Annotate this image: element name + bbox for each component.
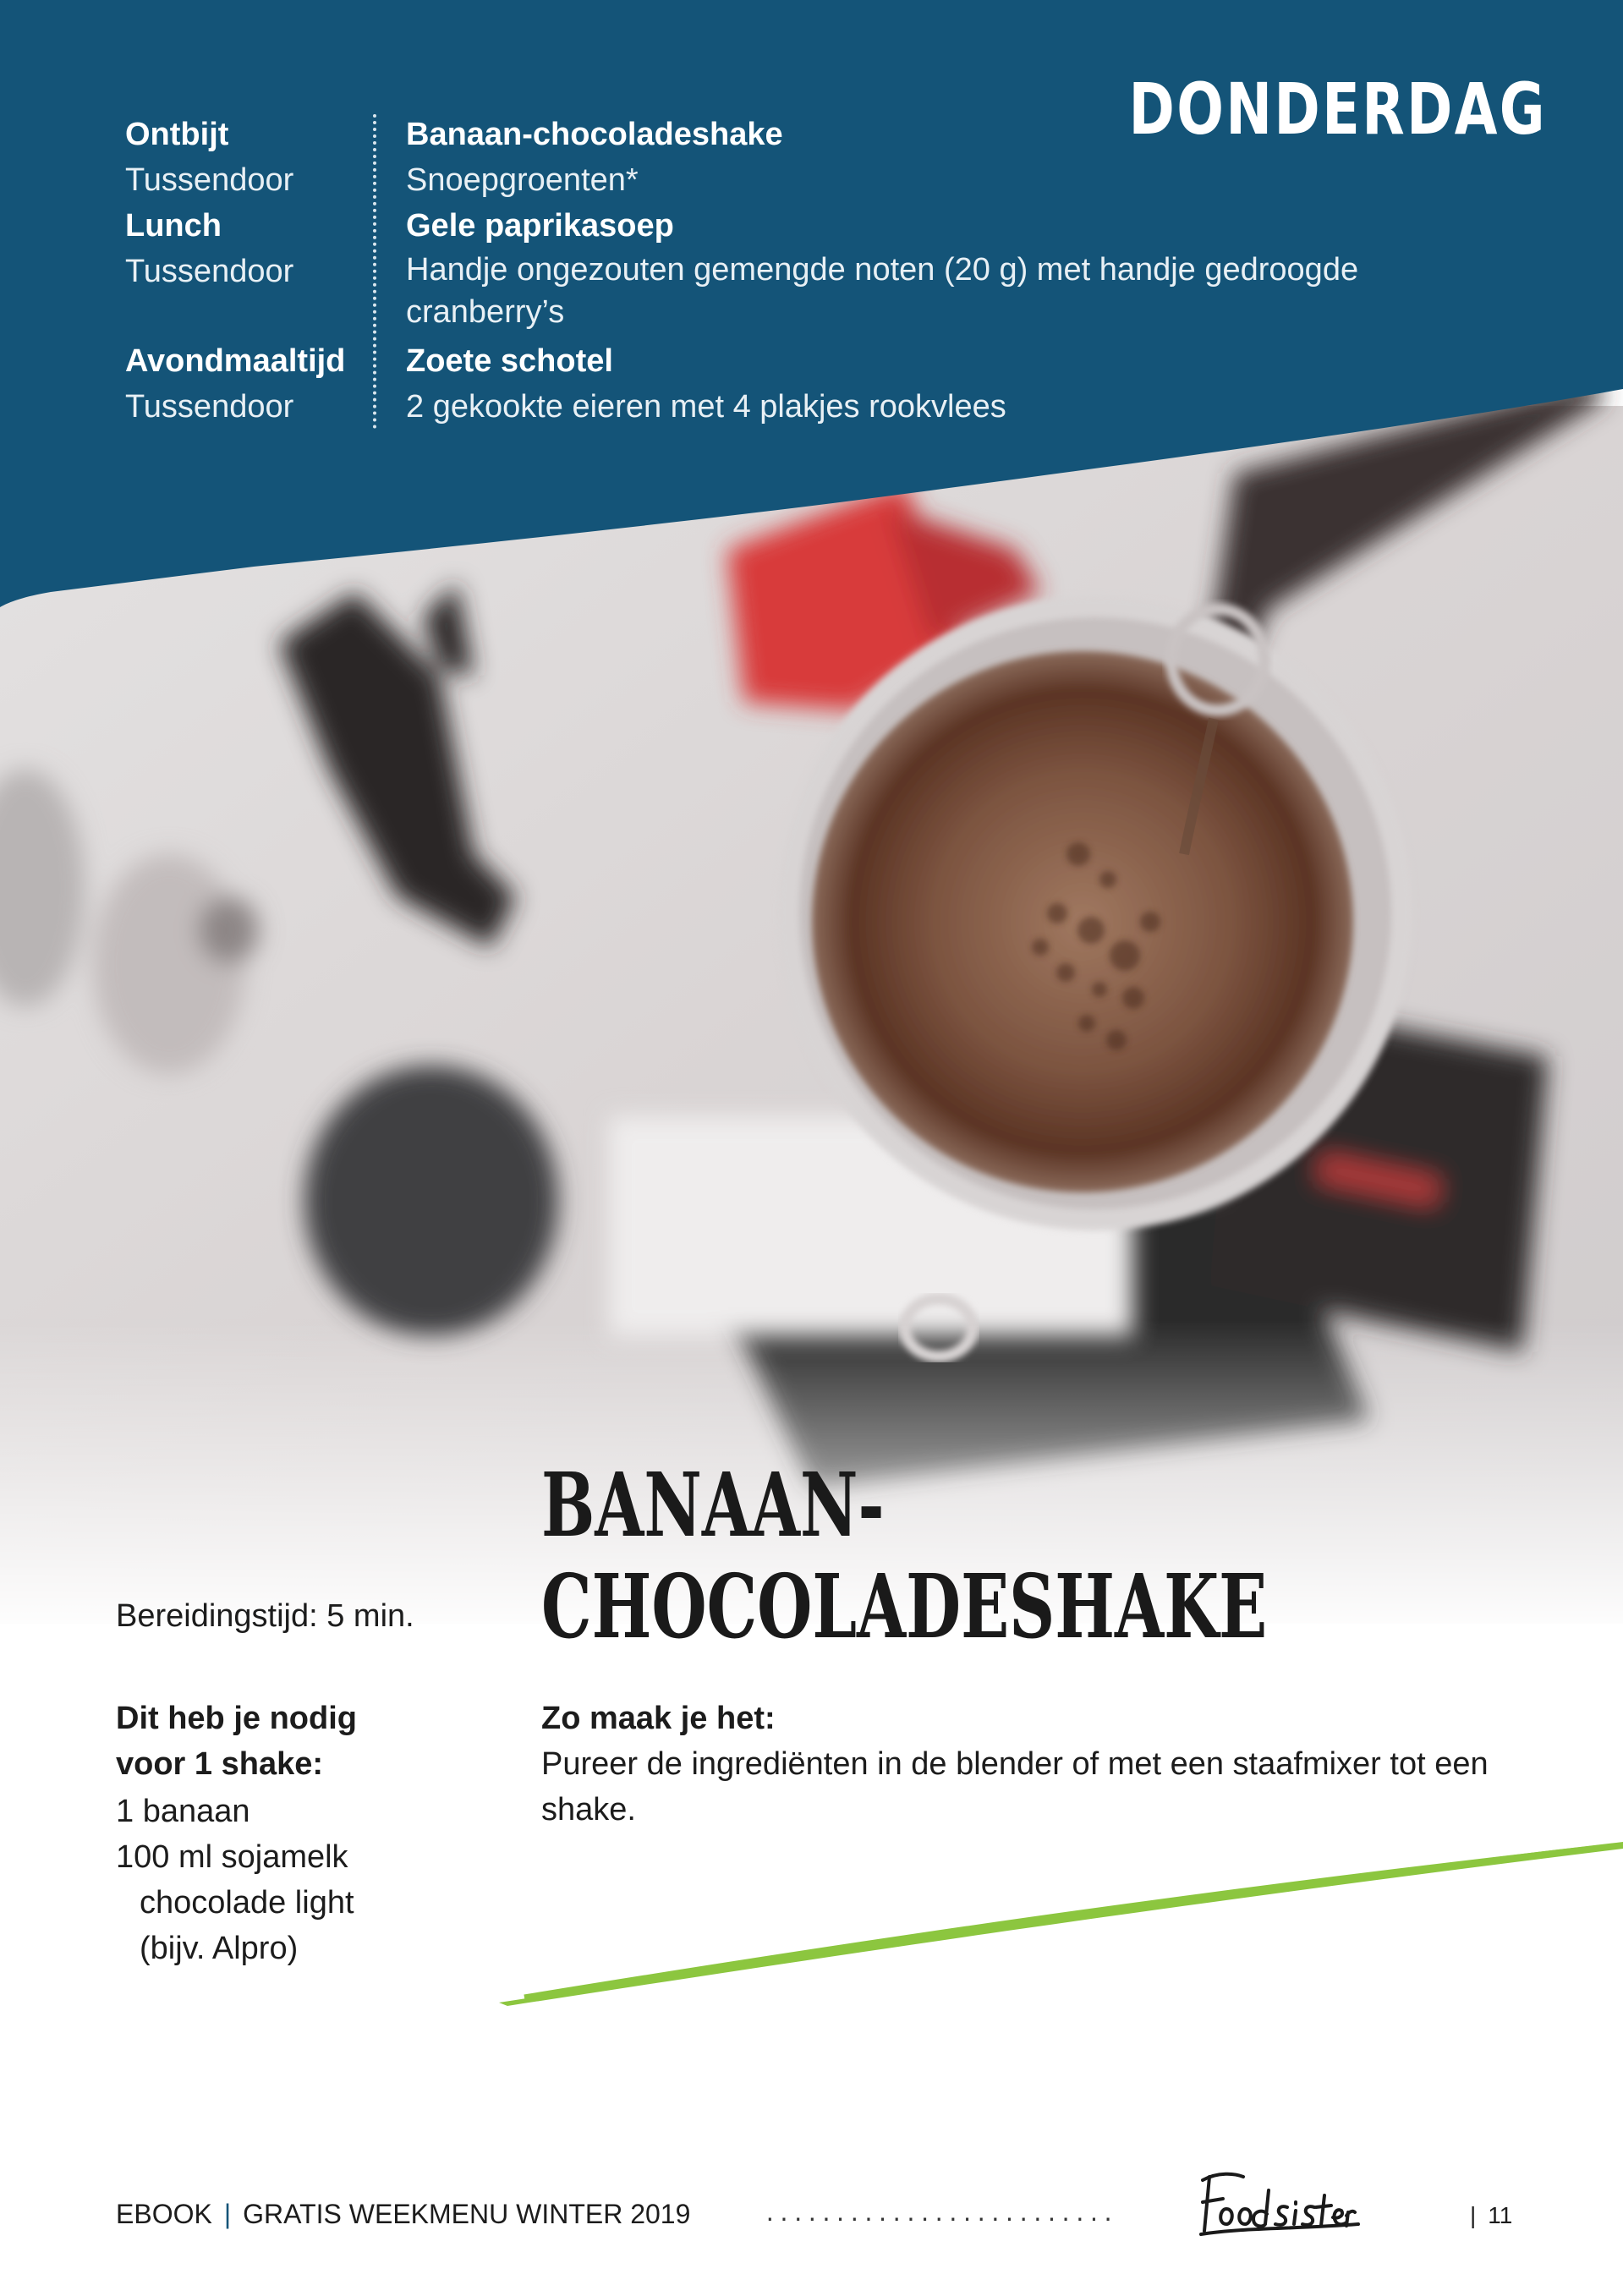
page-number: [1470, 2202, 1512, 2229]
meal-label: Avondmaaltijd: [125, 343, 346, 379]
footer-separator: |: [223, 2199, 232, 2229]
day-title: DONDERDAG: [1128, 68, 1547, 151]
recipe-title-line: CHOCOLADESHAKE: [541, 1554, 1268, 1658]
meal-value: Zoete schotel: [406, 343, 613, 379]
ingredients-heading-line: voor 1 shake:: [116, 1746, 323, 1782]
ingredient-item: chocolade light: [140, 1885, 354, 1921]
ingredient-item: (bijv. Alpro): [140, 1931, 299, 1966]
meal-value: Gele paprikasoep: [406, 208, 674, 244]
meal-value: Handje ongezouten gemengde noten (20 g) met handje gedroogde cranberry’s: [406, 252, 1359, 330]
foodsisters-logo: [1193, 2165, 1362, 2241]
meal-value: Banaan-chocoladeshake: [406, 117, 783, 152]
recipe-title-line: BANAAN-: [541, 1453, 885, 1557]
steps-text: Pureer de ingrediënten in de blender of met een staafmixer tot een shake.: [541, 1746, 1489, 1827]
page-number-separator: |: [1470, 2202, 1477, 2228]
meal-label: Lunch: [125, 208, 222, 244]
steps-heading: Zo maak je het:: [541, 1701, 776, 1736]
page-number-value: 11: [1488, 2202, 1513, 2228]
meal-label: Ontbijt: [125, 117, 229, 152]
meal-value: Snoepgroenten*: [406, 162, 639, 198]
footer-series: GRATIS WEEKMENU WINTER 2019: [243, 2199, 691, 2229]
ingredient-item: 100 ml sojamelk: [116, 1839, 348, 1875]
prep-time: Bereidingstijd: 5 min.: [116, 1598, 414, 1634]
footer-ebook: EBOOK: [116, 2199, 212, 2229]
meal-label: Tussendoor: [125, 254, 294, 289]
footer-label: [116, 2199, 690, 2230]
meal-label: Tussendoor: [125, 162, 294, 198]
meal-label: Tussendoor: [125, 389, 294, 425]
footer-dots: ·························: [765, 2202, 1118, 2233]
meal-value: 2 gekookte eieren met 4 plakjes rookvlees: [406, 389, 1006, 425]
ingredients-heading-line: Dit heb je nodig: [116, 1701, 357, 1736]
ingredient-item: 1 banaan: [116, 1794, 250, 1829]
